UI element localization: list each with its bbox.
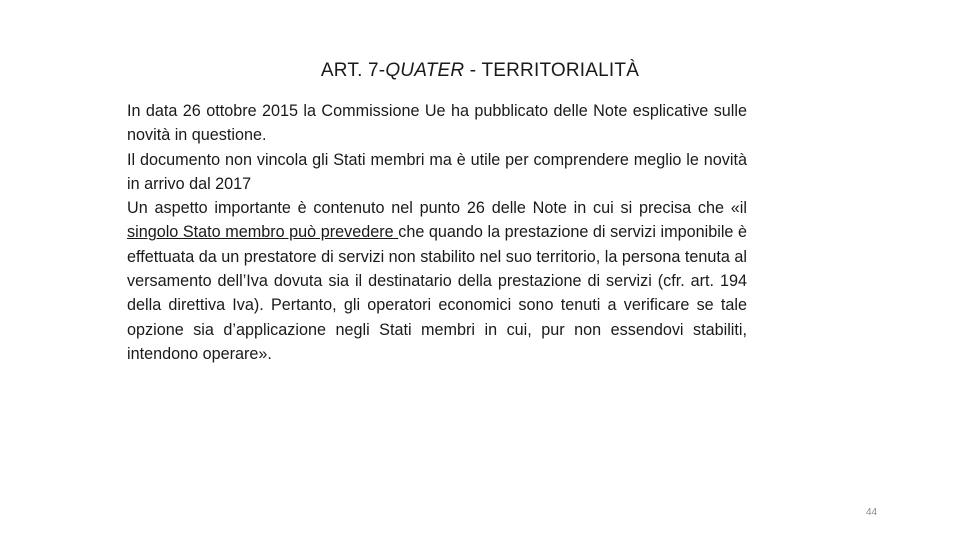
page-number: 44	[866, 507, 878, 518]
title-prefix: ART. 7-	[320, 60, 386, 81]
title-suffix: - TERRITORIALITÀ	[464, 60, 640, 81]
slide-title	[0, 57, 960, 85]
paragraph-3-underlined: singolo Stato membro può prevedere	[127, 223, 399, 242]
body-text	[127, 99, 747, 366]
title-emphasis: QUATER	[385, 60, 465, 81]
paragraph-3-before: Un aspetto importante è contenuto nel punto 26 delle Note in cui si precisa che «il	[127, 199, 747, 218]
paragraph-3-after: che quando la prestazione di servizi imponibile è effettuata da un prestatore di servizi non stabilito nel suo territorio, la persona tenuta al versamento dell’Iva dovuta sia il destinatario della prestazione di servizi (cfr. art. 194 della direttiva Iva). Pertanto, gli operatori economici sono tenuti a verificare se tale opzione sia d’applicazione negli Stati membri in cui, pur non essendovi stabiliti, intendono operare».	[127, 223, 747, 363]
paragraph-2: Il documento non vincola gli Stati membri ma è utile per comprendere meglio le novità in arrivo dal 2017	[127, 150, 747, 193]
paragraph-1: In data 26 ottobre 2015 la Commissione Ue ha pubblicato delle Note esplicative sulle novità in questione.	[127, 102, 747, 145]
paragraph-3	[127, 196, 747, 366]
